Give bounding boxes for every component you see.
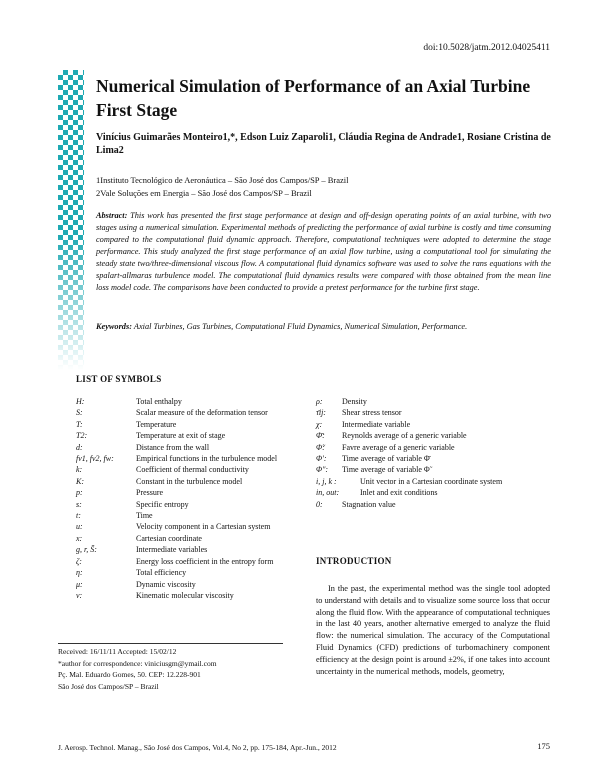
- symbol: x:: [76, 533, 83, 543]
- symbol-row: [76, 521, 296, 532]
- symbol-row: [76, 476, 296, 487]
- symbol-description: Velocity component in a Cartesian system: [136, 522, 271, 532]
- symbol-description: Density: [342, 397, 367, 406]
- symbol-description: Specific entropy: [136, 499, 189, 509]
- symbol: Φ″:: [316, 465, 329, 475]
- introduction-text: In the past, the experimental method was the single tool adopted to understand with details and to visualize some source loss that occur along the fluid flow. With the appearance of computational techniques in the last 40 years, another alternative emerged to analyze the fluid flow: the numerical simulation. The accuracy of the Computational Fluid Dynamics (CFD) predictions of turbomachinery component efficiency at the design point is around ±2%, if one takes into account uncertainty in the numerical methods, models, geometry,: [316, 584, 550, 676]
- symbol-description: Time: [136, 511, 153, 521]
- symbol-row: [76, 453, 296, 464]
- affiliation-1: 1Instituto Tecnológico de Aeronáutica – São José dos Campos/SP – Brazil: [96, 175, 349, 185]
- symbol-description: Coefficient of thermal conductivity: [136, 465, 249, 475]
- symbol-description: Cartesian coordinate: [136, 533, 202, 543]
- symbol: s:: [76, 499, 82, 509]
- symbol: Φ̃:: [316, 442, 325, 452]
- symbol: ρ:: [316, 397, 323, 406]
- symbol-description: Reynolds average of a generic variable: [342, 431, 467, 441]
- symbol: u:: [76, 522, 83, 532]
- symbol: in, out:: [316, 488, 340, 498]
- symbol-description: Scalar measure of the deformation tensor: [136, 408, 268, 418]
- symbol-row: [316, 499, 556, 510]
- affiliation-2: 2Vale Soluções em Energia – São José dos Campos/SP – Brazil: [96, 188, 312, 198]
- symbol-row: [76, 487, 296, 498]
- symbols-right-column: [316, 396, 556, 510]
- symbol-row: [316, 407, 556, 418]
- symbol-row: [316, 396, 556, 407]
- symbol-row: [76, 533, 296, 544]
- symbol: d:: [76, 442, 83, 452]
- symbol-description: Favre average of a generic variable: [342, 442, 455, 452]
- symbol-row: [76, 407, 296, 418]
- symbol: 0:: [316, 499, 323, 509]
- symbol-row: [76, 510, 296, 521]
- abstract: [96, 210, 551, 294]
- footnote-city: São José dos Campos/SP – Brazil: [58, 681, 159, 691]
- symbols-left-column: [76, 396, 296, 601]
- symbol-description: Temperature: [136, 419, 177, 429]
- symbol: H:: [76, 397, 85, 406]
- symbol-description: Temperature at exit of stage: [136, 431, 226, 441]
- keywords: [96, 322, 551, 331]
- symbol-description: Total efficiency: [136, 568, 187, 578]
- symbol-row: [76, 544, 296, 555]
- symbol: i, j, k :: [316, 476, 337, 486]
- symbol-description: Intermediate variables: [136, 545, 208, 555]
- symbol-description: Intermediate variable: [342, 419, 411, 429]
- footnote-address: Pç. Mal. Eduardo Gomes, 50. CEP: 12.228-901: [58, 670, 201, 679]
- symbol-row: [316, 487, 556, 498]
- symbol-description: Constant in the turbulence model: [136, 476, 243, 486]
- symbol-row: [76, 430, 296, 441]
- list-of-symbols-heading: LIST OF SYMBOLS: [76, 374, 162, 384]
- footnote-correspondence: *author for correspondence: viniciusgm@ymail.com: [58, 658, 217, 668]
- symbol-description: Unit vector in a Cartesian coordinate system: [360, 476, 503, 486]
- symbol-description: Energy loss coefficient in the entropy form: [136, 556, 274, 566]
- symbol-row: [76, 579, 296, 590]
- symbol-description: Inlet and exit conditions: [360, 488, 438, 498]
- symbol-row: [316, 464, 556, 475]
- symbol-description: Total enthalpy: [136, 397, 182, 406]
- symbol: Φ′:: [316, 454, 327, 464]
- symbol-description: Empirical functions in the turbulence model: [136, 454, 278, 464]
- author-list: Vinícius Guimarães Monteiro1,*, Edson Luiz Zaparoli1, Cláudia Regina de Andrade1, Rosiane Cristina de Lima2: [96, 132, 551, 156]
- footnote-received: Received: 16/11/11 Accepted: 15/02/12: [58, 647, 177, 656]
- symbol: τ̄ij:: [316, 408, 326, 418]
- symbol: Φ̄:: [316, 431, 325, 441]
- symbol: g, r, S̃:: [76, 545, 97, 555]
- symbol-row: [316, 453, 556, 464]
- symbol: χ:: [316, 419, 323, 429]
- keywords-label: Keywords:: [96, 322, 132, 331]
- keywords-text: Axial Turbines, Gas Turbines, Computational Fluid Dynamics, Numerical Simulation, Performance.: [133, 322, 468, 331]
- symbol-row: [76, 499, 296, 510]
- symbol: η:: [76, 568, 83, 578]
- symbol-row: [76, 590, 296, 601]
- symbol: μ:: [76, 579, 83, 589]
- symbol: K:: [76, 476, 84, 486]
- abstract-text: This work has presented the first stage performance at design and off-design operating points of an axial turbine, with two stages using a numerical simulation. Experimental methods of predicting the performance of axial turbine is costly and time consuming compared to the computational fluid dynamic approach. Therefore, computational techniques were adopted to determine the stage performance. This study analyzed the first stage performance of an axial flow turbine, using a computational tool for simulating the steady state two/three-dimensional viscous flow. A computational fluid dynamics software was used to solve the rans equations with the spalart-allmaras turbulence model. The computational fluid dynamics results were compared with those obtained from the mean line loss model code. The comparisons have been conducted to provide a pretest performance for the turbine first stage.: [96, 211, 551, 292]
- symbol-row: [76, 442, 296, 453]
- symbol: t:: [76, 511, 81, 521]
- symbol-description: Kinematic molecular viscosity: [136, 590, 234, 600]
- symbol-description: Pressure: [136, 488, 164, 498]
- symbol-description: Time average of variable Φ̄: [342, 454, 430, 464]
- symbol-description: Stagnation value: [342, 499, 396, 509]
- symbol-description: Distance from the wall: [136, 442, 210, 452]
- symbol-row: [76, 419, 296, 430]
- symbol: T2:: [76, 431, 88, 441]
- symbol: T:: [76, 419, 83, 429]
- page-number: 175: [537, 741, 550, 751]
- symbol: fv1, fv2, fw:: [76, 454, 114, 464]
- symbol: S:: [76, 408, 83, 418]
- symbol: p:: [76, 488, 83, 498]
- symbol-row: [316, 442, 556, 453]
- symbol: ζ:: [76, 556, 82, 566]
- paper-title: Numerical Simulation of Performance of an Axial Turbine First Stage: [96, 76, 531, 120]
- symbol-row: [316, 476, 556, 487]
- symbol: k:: [76, 465, 83, 475]
- abstract-label: Abstract:: [96, 211, 128, 220]
- symbol-row: [76, 567, 296, 578]
- symbol-description: Shear stress tensor: [342, 408, 402, 418]
- symbol-row: [316, 419, 556, 430]
- symbol-description: Dynamic viscosity: [136, 579, 196, 589]
- journal-footer: J. Aerosp. Technol. Manag., São José dos Campos, Vol.4, No 2, pp. 175-184, Apr.-Jun., 2012: [58, 743, 337, 752]
- footnotes: [58, 643, 283, 692]
- symbol: ν:: [76, 590, 83, 600]
- doi-label: doi:10.5028/jatm.2012.04025411: [423, 43, 550, 53]
- symbol-row: [76, 396, 296, 407]
- checker-pattern-decoration: [58, 70, 84, 370]
- symbol-row: [76, 556, 296, 567]
- symbol-row: [316, 430, 556, 441]
- introduction-heading: INTRODUCTION: [316, 556, 392, 566]
- symbol-description: Time average of variable Φ̃: [342, 465, 430, 475]
- symbol-row: [76, 464, 296, 475]
